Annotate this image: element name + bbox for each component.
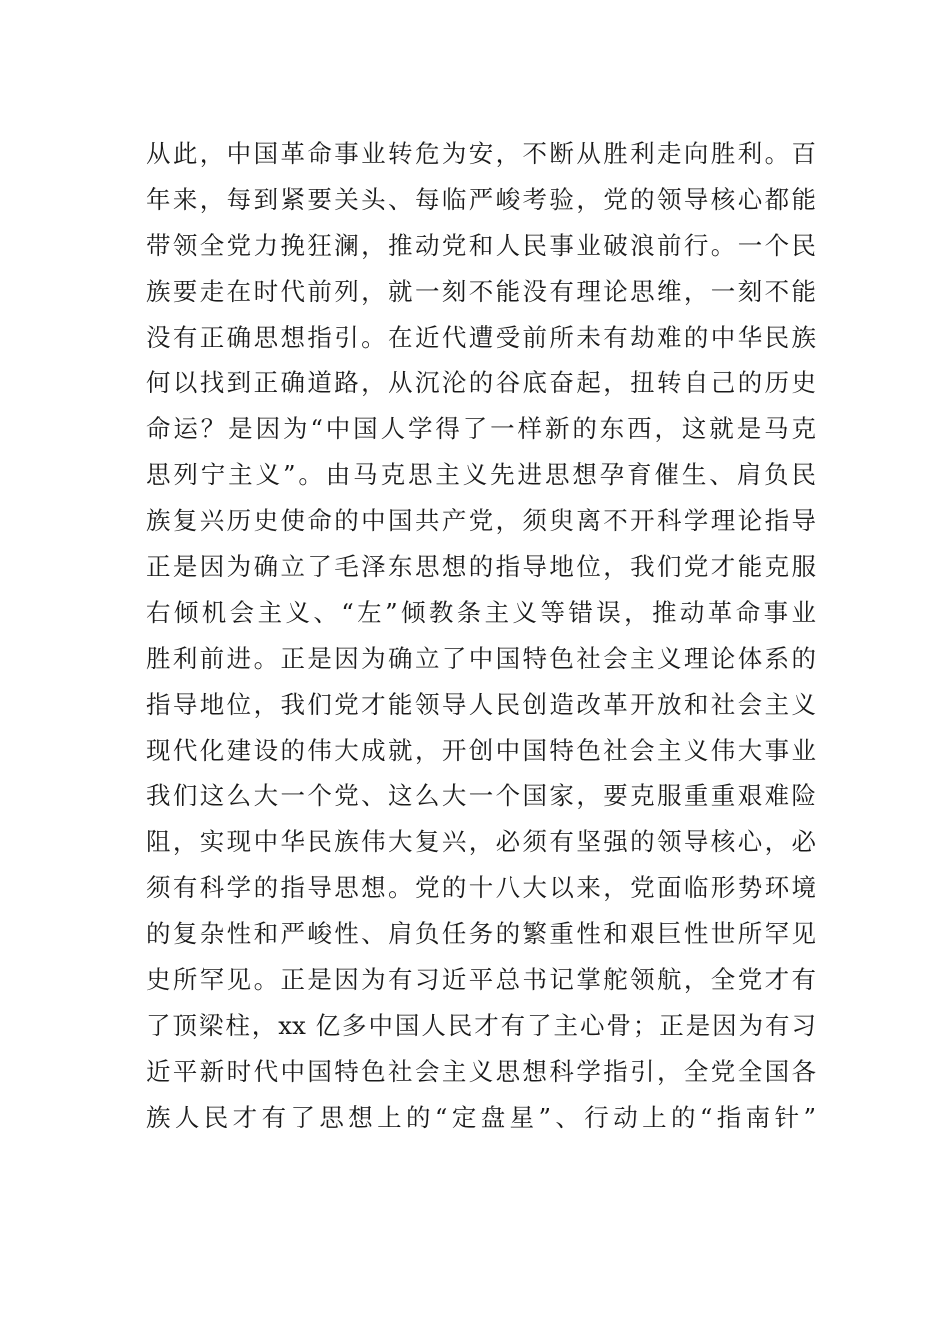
text-line: 阻，实现中华民族伟大复兴，必须有坚强的领导核心，必	[146, 827, 816, 857]
text-line: 正是因为确立了毛泽东思想的指导地位，我们党才能克服	[146, 552, 816, 582]
text-line: 族人民才有了思想上的“定盘星”、行动上的“指南针”	[146, 1102, 816, 1132]
text-line: 史所罕见。正是因为有习近平总书记掌舵领航，全党才有	[146, 965, 816, 995]
text-line: 族复兴历史使命的中国共产党，须臾离不开科学理论指导	[146, 506, 816, 536]
text-line: 何以找到正确道路，从沉沦的谷底奋起，扭转自己的历史	[146, 368, 816, 398]
text-line: 了顶梁柱，xx 亿多中国人民才有了主心骨；正是因为有习	[146, 1010, 816, 1040]
text-line: 带领全党力挽狂澜，推动党和人民事业破浪前行。一个民	[146, 230, 816, 260]
text-line: 现代化建设的伟大成就，开创中国特色社会主义伟大事业	[146, 735, 816, 765]
text-line: 命运？是因为“中国人学得了一样新的东西，这就是马克	[146, 414, 816, 444]
text-line: 族要走在时代前列，就一刻不能没有理论思维，一刻不能	[146, 276, 816, 306]
text-line: 从此，中国革命事业转危为安，不断从胜利走向胜利。百	[146, 139, 816, 168]
text-line: 没有正确思想指引。在近代遭受前所未有劫难的中华民族	[146, 322, 816, 352]
text-line: 我们这么大一个党、这么大一个国家，要克服重重艰难险	[146, 781, 816, 811]
text-line: 的复杂性和严峻性、肩负任务的繁重性和艰巨性世所罕见	[146, 919, 816, 949]
text-line: 右倾机会主义、“左”倾教条主义等错误，推动革命事业	[146, 597, 816, 627]
text-line: 近平新时代中国特色社会主义思想科学指引，全党全国各	[146, 1056, 816, 1086]
text-line: 思列宁主义”。由马克思主义先进思想孕育催生、肩负民	[146, 460, 816, 490]
text-line: 指导地位，我们党才能领导人民创造改革开放和社会主义	[146, 689, 816, 719]
text-line: 年来，每到紧要关头、每临严峻考验，党的领导核心都能	[146, 184, 816, 214]
body-text	[146, 131, 816, 1141]
text-line: 须有科学的指导思想。党的十八大以来，党面临形势环境	[146, 873, 816, 903]
text-line: 胜利前进。正是因为确立了中国特色社会主义理论体系的	[146, 643, 816, 673]
